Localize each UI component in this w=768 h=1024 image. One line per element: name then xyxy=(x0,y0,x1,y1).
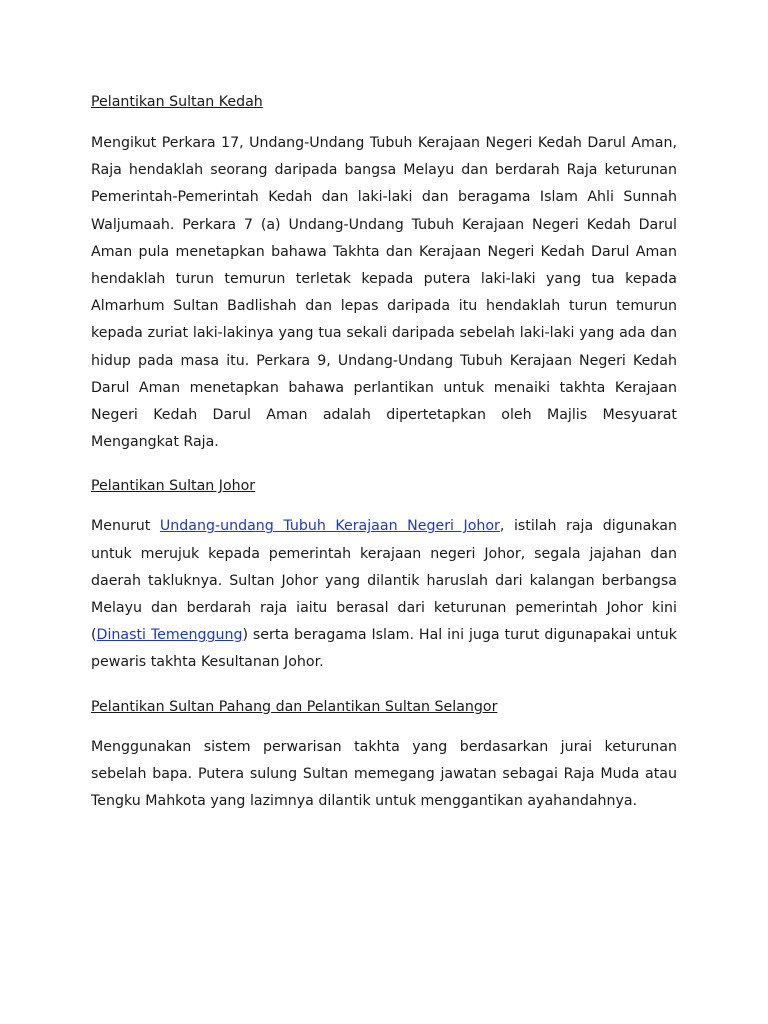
johor-body-text-1: Menurut xyxy=(91,518,160,535)
link-undang-undang-johor[interactable]: Undang-undang Tubuh Kerajaan Negeri Johor xyxy=(159,518,500,535)
section-heading-johor: Pelantikan Sultan Johor xyxy=(91,478,256,495)
section-body-kedah: Mengikut Perkara 17, Undang-Undang Tubuh Kerajaan Negeri Kedah Darul Aman, Raja hendaklah seorang daripada bangsa Melayu dan berdarah Raja keturunan Pemerintah-Pemerintah Kedah dan laki-laki dan beragama Islam Ahli Sunnah Waljumaah. Perkara 7 (a) Undang-Undang Tubuh Kerajaan Negeri Kedah Darul Aman pula menetapkan bahawa Takhta dan Kerajaan Negeri Kedah Darul Aman hendaklah turun temurun terletak kepada putera laki-laki yang tua kepada Almarhum Sultan Badlishah dan lepas daripada itu hendaklah turun temurun kepada zuriat laki-lakinya yang tua sekali daripada sebelah laki-laki yang ada dan hidup pada masa itu. Perkara 9, Undang-Undang Tubuh Kerajaan Negeri Kedah Darul Aman menetapkan bahawa perlantikan untuk menaiki takhta Kerajaan Negeri Kedah Darul Aman adalah dipertetapkan oleh Majlis Mesyuarat Mengangkat Raja. xyxy=(91,135,677,451)
section-heading-kedah: Pelantikan Sultan Kedah xyxy=(91,94,263,110)
section-heading-pahang-selangor: Pelantikan Sultan Pahang dan Pelantikan Sultan Selangor xyxy=(91,698,498,715)
johor-body-text-3: ) serta beragama Islam. Hal ini juga turut digunapakai untuk pewaris takhta Kesultanan Johor. xyxy=(91,627,678,671)
johor-body-text-2: , istilah raja digunakan untuk merujuk kepada pemerintah kerajaan negeri Johor, segala jajahan dan daerah takluknya. Sultan Johor yang dilantik haruslah dari kalangan berbangsa Melayu dan berdarah raja iaitu berasal dari keturunan pemerintah Johor kini ( xyxy=(91,518,677,644)
link-dinasti-temenggung[interactable]: Dinasti Temenggung xyxy=(96,627,243,644)
section-body-pahang-selangor: Menggunakan sistem perwarisan takhta yang berdasarkan jurai keturunan sebelah bapa. Putera sulung Sultan memegang jawatan sebagai Raja Muda atau Tengku Mahkota yang lazimnya dilantik untuk menggantikan ayahandahnya. xyxy=(91,738,677,810)
section-body-johor xyxy=(91,513,677,676)
